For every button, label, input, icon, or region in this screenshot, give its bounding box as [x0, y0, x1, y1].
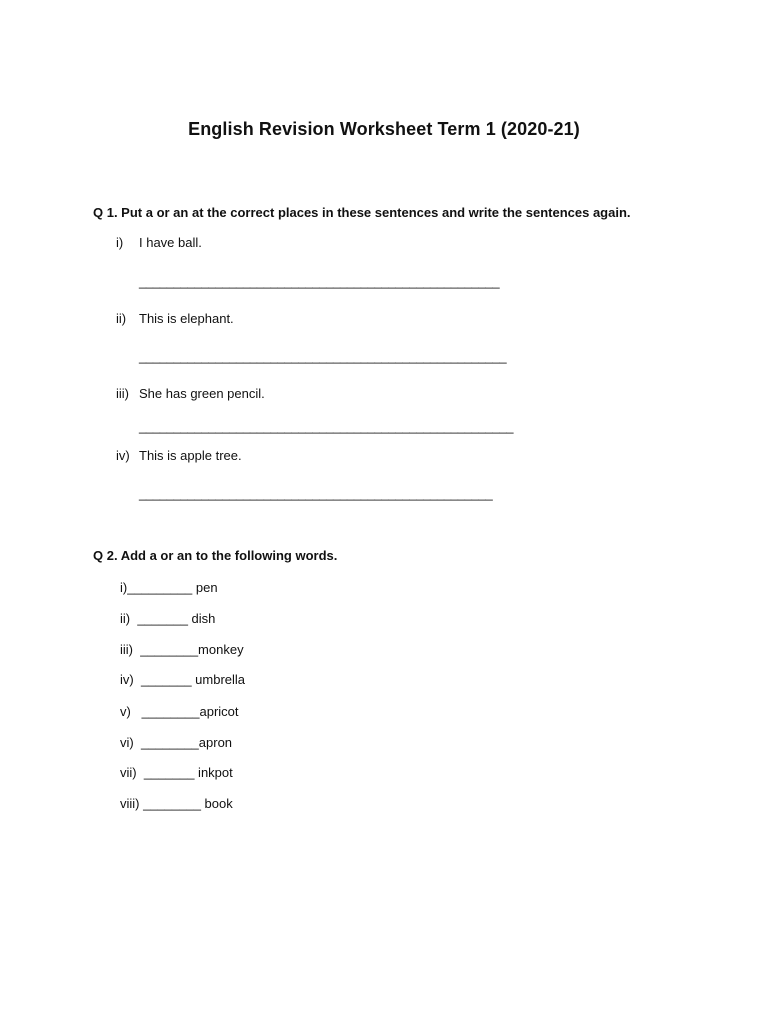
q1-answer-line: ___________________________________________________ [139, 486, 493, 501]
question-1-heading: Q 1. Put a or an at the correct places in these sentences and write the sentences again. [93, 205, 631, 220]
worksheet-title: English Revision Worksheet Term 1 (2020-21) [188, 119, 580, 139]
q2-item: ii) _______ dish [120, 611, 216, 626]
q2-item: iv) _______ umbrella [120, 672, 246, 687]
q1-answer-line: ______________________________________________________ [139, 419, 514, 434]
q2-item: v) ________apricot [120, 704, 239, 719]
q2-item: vi) ________apron [120, 735, 233, 750]
q1-sentence: This is elephant. [139, 311, 234, 326]
question-2-heading: Q 2. Add a or an to the following words. [93, 548, 338, 563]
q1-sentence: I have ball. [139, 235, 202, 250]
q1-sentence: This is apple tree. [139, 448, 242, 463]
q1-item-number: ii) [116, 311, 127, 326]
q1-sentence: She has green pencil. [139, 386, 265, 401]
q2-item: vii) _______ inkpot [120, 765, 233, 780]
q1-answer-line: ____________________________________________________ [139, 274, 500, 289]
q2-item: i)_________ pen [120, 580, 218, 595]
q2-item: iii) ________monkey [120, 642, 244, 657]
q1-item-number: iv) [116, 448, 130, 463]
q1-item-number: iii) [116, 386, 129, 401]
q1-item-number: i) [116, 235, 124, 250]
q1-answer-line: _____________________________________________________ [139, 349, 507, 364]
q2-item: viii) ________ book [120, 796, 233, 811]
